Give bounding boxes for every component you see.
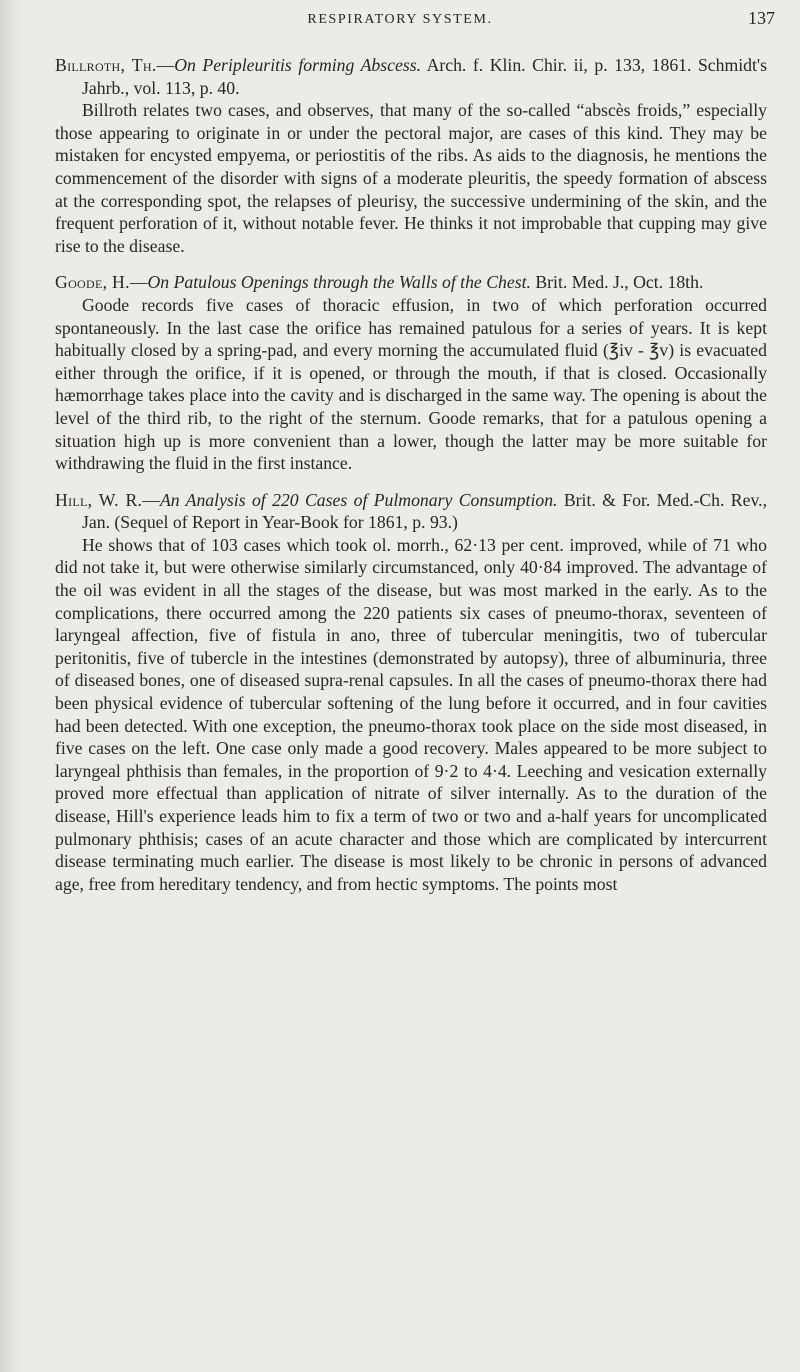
- bibliography-entry-hill: [55, 489, 767, 896]
- page-gutter-shadow: [0, 0, 26, 1372]
- article-title: On Patulous Openings through the Walls of the Chest.: [147, 272, 531, 293]
- running-head: RESPIRATORY SYSTEM.: [307, 12, 493, 27]
- article-title: On Peripleuritis forming Abscess.: [174, 55, 422, 75]
- page-header: [0, 8, 800, 34]
- abstract-paragraph: He shows that of 103 cases which took ol. morrh., 62·13 per cent. improved, while of 71 who did not take it, but were otherwise similarly circumstanced, only 40·84 improved. The advantage of the oil was evident in all the stages of the disease, but was most marked in the early. As to the complications, there occurred among the 220 patients six cases of pneumo-thorax, seventeen of laryngeal affection, five of fistula in ano, three of tubercular meningitis, two of tubercular peritonitis, five of tubercle in the intestines (demonstrated by autopsy), three of albuminuria, three of diseased bones, one of diseased supra-renal capsules. In all the cases of pneumo-thorax there had been physical evidence of tubercular softening of the lung before it occurred, and in four cavities had been detected. With one exception, the pneumo-thorax took place on the side most diseased, in five cases on the left. One case only made a good recovery. Males appeared to be more subject to laryngeal phthisis than females, in the proportion of 9·2 to 4·4. Leeching and vesication externally proved more effectual than application of nitrate of silver internally. As to the duration of the disease, Hill's experience leads him to fix a term of two or two and a-half years for uncomplicated pulmonary phthisis; cases of an acute character and those which are complicated by intercurrent disease terminating much earlier. The disease is most likely to be chronic in persons of advanced age, free from hereditary tendency, and from hectic symptoms. The points most: [55, 534, 767, 894]
- bibliography-entry-billroth: [55, 54, 767, 257]
- abstract-paragraph: Goode records five cases of thoracic effusion, in two of which perforation occurred spontaneously. In the last case the orifice has remained patulous for a series of years. It is kept habitually closed by a spring-pad, and every morning the accumulated fluid (℥iv - ℥v) is evacuated either through the orifice, if it is opened, or through the mouth, if that is closed. Occasionally hæmorrhage takes place into the cavity and is discharged in the same way. The opening is about the level of the third rib, to the right of the sternum. Goode remarks, that for a patulous opening a situation high up is more convenient than a lower, though the latter may be more suitable for withdrawing the fluid in the first instance.: [55, 294, 767, 474]
- citation-source: Brit. & For. Med.-Ch. Rev., Jan. (Sequel of Report in Year-Book for 1861, p. 93.): [82, 489, 767, 533]
- author: Goode, H.: [55, 272, 130, 293]
- citation-source: Brit. Med. J., Oct. 18th.: [535, 272, 704, 293]
- author: Billroth, Th.: [55, 55, 157, 75]
- citation: Goode, H.—On Patulous Openings through the Walls of the Chest. Brit. Med. J., Oct. 18th.: [55, 272, 704, 293]
- page-number: 137: [748, 8, 775, 28]
- page-body: [55, 54, 767, 909]
- bibliography-entry-goode: [55, 271, 767, 474]
- citation: Hill, W. R.—An Analysis of 220 Cases of Pulmonary Consumption. Brit. & For. Med.-Ch. Rev., Jan. (Sequel of Report in Year-Book for 1861, p. 93.): [55, 489, 767, 533]
- article-title: An Analysis of 220 Cases of Pulmonary Consumption.: [159, 489, 558, 510]
- abstract-paragraph: Billroth relates two cases, and observes, that many of the so-called “abscès froids,” especially those appearing to originate in or under the pectoral major, are cases of this kind. They may be mistaken for encysted empyema, or periostitis of the ribs. As aids to the diagnosis, he mentions the commencement of the disorder with signs of a moderate pleuritis, the speedy formation of abscess at the corresponding spot, the relapses of pleurisy, the successive undermining of the skin, and the frequent perforation of it, without notable fever. He thinks it not improbable that cupping may give rise to the disease.: [55, 100, 767, 256]
- citation: Billroth, Th.—On Peripleuritis forming Abscess. Arch. f. Klin. Chir. ii, p. 133, 1861. Schmidt's Jahrb., vol. 113, p. 40.: [55, 55, 768, 98]
- author: Hill, W. R.: [55, 489, 143, 510]
- citation-source: Arch. f. Klin. Chir. ii, p. 133, 1861. Schmidt's Jahrb., vol. 113, p. 40.: [82, 55, 768, 98]
